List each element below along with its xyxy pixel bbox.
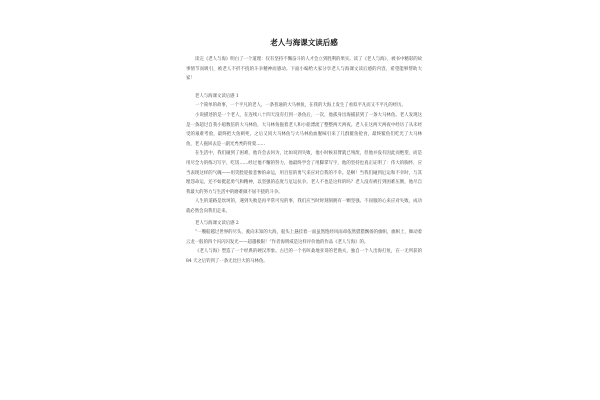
section2-paragraph: 《老人与海》塑造了一个经典的硬汉形象。古巴的一个名叫桑地亚哥的老渔夫，独自一个人出海打鱼，在一无所获的 84 天之后钓到了一条无比巨大的马林鱼。 [186,249,422,264]
document-page [186,38,422,266]
section1-paragraph: 一个简单的故事，一个平凡的老人，一条普通的大马林鱼，在我的大海上发生了看似平凡而又不平凡的经历。 [195,103,406,109]
spacer [186,84,422,90]
section1-paragraph: 在生活中，我们碰到了困难，他许会去何为，比如说到失败，他小时候双臂就已残废，但他并没有因此而绝望，而是用尽全力的练习写字，吃饭……经过他不懈的努力，他最终学会了用脚掌写字，他的坚持也真正证明了：伟大的胸怀，应当表现这样的气魄——用笑脸迎接悲惨的命运，用百倍的勇气来应对自我的不幸。是啊！当我们碰到厄运和不幸时，与其埋怨命运，还不如挺起勇气和精神，以坚强的态度与厄运抗争。老人不也是这样的吗？老人没有被打到困难压倒，他尽自我最大的努力与生活中的磨难做不屈不挠的斗争。 [186,151,422,195]
intro-paragraph: 读完《老人与海》明白了一个道理：仅有坚持不懈奋斗的人才会立到胜利的果实。读了《老人与海》，被书中精彩的故事情节而吸引，被老人不折不挠的斗争精神而感动。下面小编给大家分享老人与海课文读后感的内容，希望能够帮助大家！ [186,57,422,82]
section1-paragraph: 人生的道路是坎坷的，遇到失败是再平常可见的事，我们应当时时刻刻拥有一颗坚强、不屈服的心来应对失败，成功就必然会向我们走来。 [186,199,422,214]
section1-paragraph: 小说描述的是一个老人，在连续八十四天没有打到一条鱼后，一次，他孤身出海捕获到了一条大马林鱼。老人发现这是一条超过自我小船数倍的大马林鱼，大马林鱼拖着老人和小船漂流了整整两天两夜。老人在这两天两夜中经历了从未经受的艰难考验，最终把大鱼刺死，之后又同大马林鱼与大马林鱼血腥味引来了几群鲨鱼抢食，最终鲨鱼们吃光了大马林鱼，老人拖回去是一副光秃秃的骨架…… [186,112,422,147]
document-title: 老人与海课文读后感 [270,38,338,47]
section-heading-1: 老人与海课文读后感 1 [195,93,239,99]
section-heading-2: 老人与海课文读后感 2 [195,220,239,226]
section2-paragraph: “一艘船越过世界的尽头，驶向未知的大海，船头上悬挂着一面虽然饱经风雨却依然猎猎飘扬的旗帜，旗帜上，舞动着云龙一般的四个闪闪闪发光——超越极限！”作者海明威是这样评价他的作品《老人与海》的。 [186,230,422,245]
